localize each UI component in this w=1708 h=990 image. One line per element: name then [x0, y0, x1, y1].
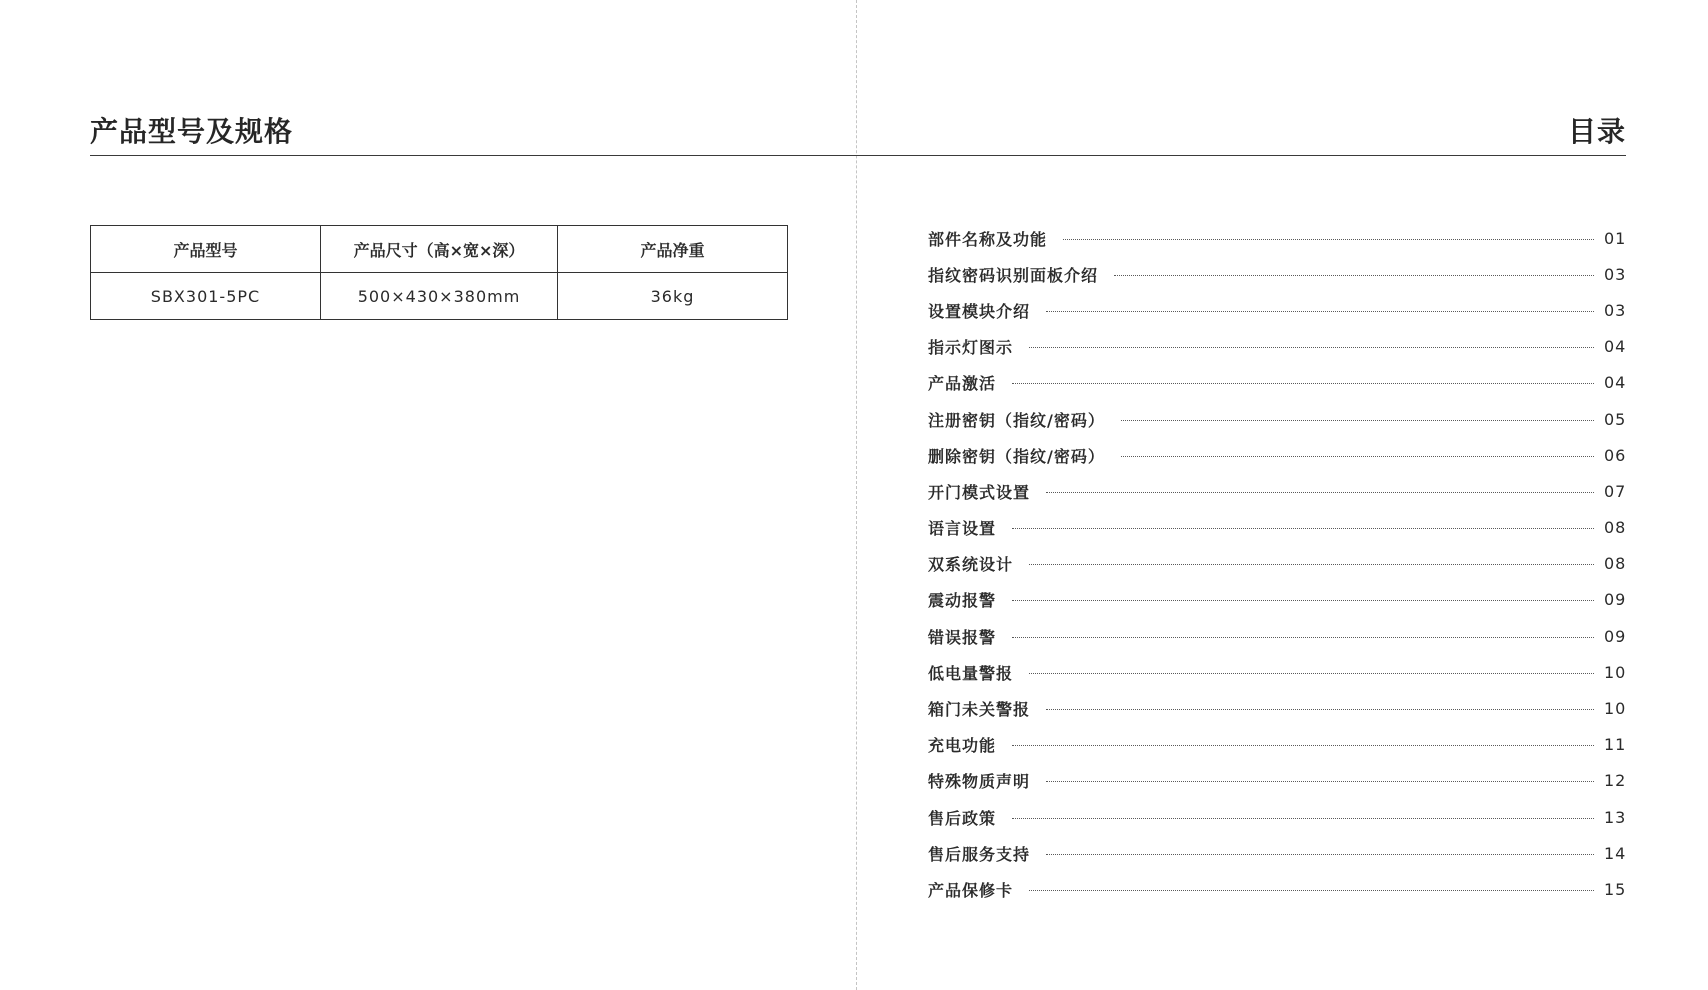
toc-section-title: 目录	[1567, 115, 1626, 148]
toc-item[interactable]	[928, 799, 1626, 835]
toc-item-page: 01	[1604, 228, 1627, 248]
toc-item-label: 充电功能	[928, 736, 997, 756]
toc-item[interactable]	[928, 473, 1626, 509]
spec-table	[90, 225, 788, 320]
toc-leader-dots	[1046, 492, 1594, 493]
toc-item-page: 04	[1604, 373, 1627, 393]
toc-item-page: 15	[1604, 879, 1627, 899]
toc-leader-dots	[1012, 383, 1594, 384]
toc-leader-dots	[1114, 275, 1594, 276]
toc-item-label: 产品激活	[928, 374, 997, 394]
toc-item[interactable]	[928, 654, 1626, 690]
toc-list	[928, 220, 1626, 908]
toc-item[interactable]	[928, 292, 1626, 328]
toc-item[interactable]	[928, 690, 1626, 726]
toc-item-label: 低电量警报	[928, 663, 1014, 683]
toc-item-page: 03	[1604, 264, 1627, 284]
toc-leader-dots	[1029, 890, 1594, 891]
toc-leader-dots	[1063, 239, 1594, 240]
toc-leader-dots	[1121, 456, 1594, 457]
toc-item-page: 06	[1604, 445, 1627, 465]
toc-item-label: 删除密钥（指纹/密码）	[928, 446, 1105, 466]
toc-item-label: 售后服务支持	[928, 844, 1031, 864]
toc-leader-dots	[1046, 854, 1594, 855]
toc-item[interactable]	[928, 546, 1626, 582]
toc-item[interactable]	[928, 437, 1626, 473]
toc-item-label: 指示灯图示	[928, 338, 1014, 358]
toc-item-page: 07	[1604, 481, 1627, 501]
toc-item-page: 10	[1604, 699, 1627, 719]
toc-item[interactable]	[928, 329, 1626, 365]
toc-item-page: 08	[1604, 554, 1627, 574]
toc-item-label: 售后政策	[928, 808, 997, 828]
spec-value-weight: 36kg	[558, 273, 788, 320]
header-rule	[90, 155, 1626, 156]
spec-value-size: 500×430×380mm	[321, 273, 558, 320]
toc-item-label: 部件名称及功能	[928, 229, 1048, 249]
toc-item[interactable]	[928, 618, 1626, 654]
spec-section-title: 产品型号及规格	[90, 115, 294, 148]
toc-item-page: 04	[1604, 337, 1627, 357]
toc-item[interactable]	[928, 401, 1626, 437]
toc-item-label: 注册密钥（指纹/密码）	[928, 410, 1105, 430]
toc-leader-dots	[1029, 673, 1594, 674]
toc-item-label: 箱门未关警报	[928, 700, 1031, 720]
toc-item[interactable]	[928, 582, 1626, 618]
toc-leader-dots	[1046, 709, 1594, 710]
toc-item-page: 13	[1604, 807, 1627, 827]
toc-item-page: 10	[1604, 662, 1627, 682]
spec-header-model: 产品型号	[91, 226, 321, 273]
toc-item-label: 错误报警	[928, 627, 997, 647]
toc-item[interactable]	[928, 256, 1626, 292]
toc-item-page: 05	[1604, 409, 1627, 429]
page-fold-divider	[856, 0, 857, 990]
toc-item-page: 11	[1604, 735, 1627, 755]
toc-leader-dots	[1012, 637, 1594, 638]
toc-leader-dots	[1012, 818, 1594, 819]
spec-value-model: SBX301-5PC	[91, 273, 321, 320]
toc-item-label: 指纹密码识别面板介绍	[928, 265, 1099, 285]
toc-item-label: 震动报警	[928, 591, 997, 611]
toc-leader-dots	[1012, 528, 1594, 529]
toc-item[interactable]	[928, 220, 1626, 256]
toc-item-page: 09	[1604, 590, 1627, 610]
toc-item[interactable]	[928, 727, 1626, 763]
toc-item-page: 12	[1604, 771, 1627, 791]
toc-item[interactable]	[928, 365, 1626, 401]
toc-item-label: 双系统设计	[928, 555, 1014, 575]
toc-item[interactable]	[928, 510, 1626, 546]
toc-item-page: 09	[1604, 626, 1627, 646]
toc-item-page: 14	[1604, 843, 1627, 863]
toc-item[interactable]	[928, 763, 1626, 799]
spec-table-header-row	[91, 226, 788, 273]
toc-item-label: 开门模式设置	[928, 482, 1031, 502]
toc-leader-dots	[1029, 347, 1594, 348]
toc-item-label: 设置模块介绍	[928, 301, 1031, 321]
toc-leader-dots	[1046, 781, 1594, 782]
toc-leader-dots	[1012, 600, 1594, 601]
toc-leader-dots	[1046, 311, 1594, 312]
toc-item[interactable]	[928, 835, 1626, 871]
spec-header-weight: 产品净重	[558, 226, 788, 273]
toc-leader-dots	[1012, 745, 1594, 746]
toc-item-page: 08	[1604, 518, 1627, 538]
toc-item[interactable]	[928, 871, 1626, 907]
spec-table-row	[91, 273, 788, 320]
spec-header-size: 产品尺寸（高×宽×深）	[321, 226, 558, 273]
toc-item-label: 产品保修卡	[928, 880, 1014, 900]
toc-leader-dots	[1121, 420, 1594, 421]
toc-item-page: 03	[1604, 300, 1627, 320]
toc-item-label: 语言设置	[928, 519, 997, 539]
toc-leader-dots	[1029, 564, 1594, 565]
toc-item-label: 特殊物质声明	[928, 772, 1031, 792]
